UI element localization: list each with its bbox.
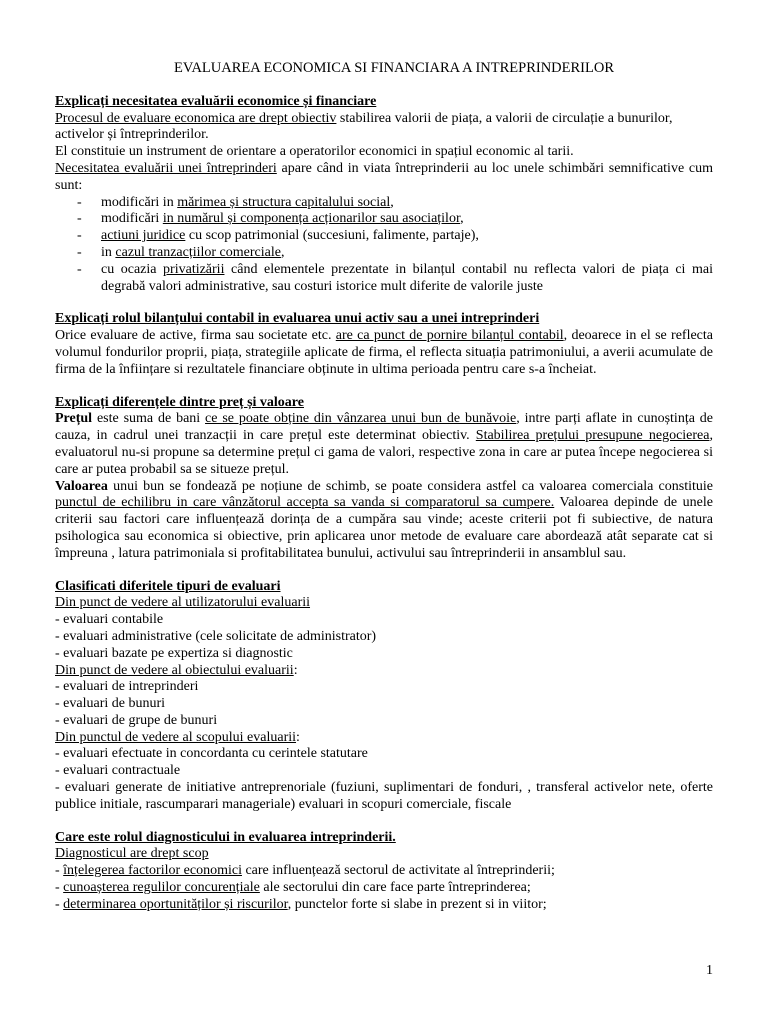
text: , deoarece in el se reflecta volumul fondurilor proprii, piața, strategiile aplicate de firma, el reflecta situația patrimoniului, a averii acumulate de firma de la înființare si rezultatele financiare obținute in ultima perioada pentru care s-a încheiat. bbox=[55, 328, 713, 377]
list-item: - evaluari efectuate in concordanta cu cerintele statutare bbox=[55, 746, 368, 762]
list-item: - evaluari de bunuri bbox=[55, 696, 166, 712]
text: cu ocazia bbox=[101, 261, 164, 277]
text: unui bun se fondează pe noțiune de schimb, se poate considera astfel ca valoarea comerciala constituie bbox=[107, 478, 713, 494]
text: , bbox=[280, 244, 285, 260]
text: , bbox=[460, 211, 464, 227]
list-item bbox=[55, 262, 713, 296]
text: , evaluatorul nu-si propune sa determine prețul ci gama de valori, respective zona in care ar putea începe negocierea si care ar putea probabil sa se situeze prețul. bbox=[55, 428, 713, 477]
text: ale sectorului din care face parte întreprinderea; bbox=[259, 880, 531, 896]
underlined-text: înțelegerea factorilor economici bbox=[63, 863, 242, 879]
section-heading: Explicați rolul bilanțului contabil in evaluarea unui activ sau a unei intreprinderi bbox=[55, 311, 540, 327]
section-heading: Care este rolul diagnosticului in evaluarea intreprinderii. bbox=[55, 829, 396, 845]
bold-term: Valoarea bbox=[55, 478, 108, 494]
text: stabilirea valorii de piața, a valorii de circulație a bunurilor, activelor și întreprinderilor. bbox=[55, 110, 673, 143]
paragraph bbox=[55, 411, 713, 478]
underlined-text: punctul de echilibru in care vânzătorul accepta sa vanda si comparatorul sa cumpere. bbox=[55, 495, 555, 511]
underlined-text: ce se poate obține din vânzarea unui bun de bunăvoie bbox=[205, 411, 517, 427]
paragraph: Diagnosticul are drept scop bbox=[55, 846, 209, 862]
underlined-text: determinarea oportunităților și riscurilor bbox=[63, 896, 288, 912]
list-item bbox=[55, 195, 713, 212]
underlined-text: privatizării bbox=[163, 261, 225, 277]
list-item bbox=[55, 245, 713, 262]
bullet-list bbox=[55, 195, 713, 296]
list-item bbox=[55, 880, 713, 897]
text: modificări in bbox=[101, 194, 178, 210]
document-body bbox=[55, 60, 713, 914]
text: , intre parți aflate in cunoștința de cauza, in cadrul unei tranzacții in care prețul este determinat obiectiv. bbox=[55, 411, 714, 444]
bold-term: Prețul bbox=[55, 411, 93, 427]
section-heading: Explicați necesitatea evaluării economice și financiare bbox=[55, 93, 377, 109]
paragraph bbox=[55, 479, 713, 563]
underlined-text: Necesitatea evaluării unei întreprinderi bbox=[55, 160, 277, 176]
page-number: 1 bbox=[706, 963, 713, 978]
paragraph bbox=[55, 111, 713, 145]
paragraph: El constituie un instrument de orientare a operatorilor economici in spațiul economic al tarii. bbox=[55, 144, 574, 160]
text: - bbox=[55, 863, 64, 879]
text: : bbox=[293, 662, 298, 678]
text: care influențează sectorul de activitate al întreprinderii; bbox=[241, 863, 555, 879]
section-heading: Clasificati diferitele tipuri de evaluari bbox=[55, 578, 281, 594]
underlined-text: Din punctul de vedere al scopului evaluarii bbox=[55, 729, 297, 745]
group-heading bbox=[55, 730, 713, 747]
section-balance-sheet bbox=[55, 311, 713, 378]
text: , punctelor forte si slabe in prezent si in viitor; bbox=[287, 896, 547, 912]
list-item bbox=[55, 863, 713, 880]
text: - bbox=[55, 896, 64, 912]
list-item: - evaluari contabile bbox=[55, 612, 164, 628]
text: Orice evaluare de active, firma sau societate etc. bbox=[55, 328, 336, 344]
text: este suma de bani bbox=[92, 411, 206, 427]
underlined-text: are ca punct de pornire bilanțul contabil bbox=[335, 328, 564, 344]
group-heading bbox=[55, 663, 713, 680]
text: , bbox=[390, 194, 394, 210]
underlined-text: cazul tranzacțiilor comerciale bbox=[115, 244, 281, 260]
list-item bbox=[55, 211, 713, 228]
text: modificări bbox=[101, 211, 163, 227]
text: : bbox=[296, 729, 300, 745]
text: apare când in viata întreprinderii au loc unele schimbări semnificative cum sunt: bbox=[55, 160, 713, 193]
list-item: - evaluari de grupe de bunuri bbox=[55, 712, 218, 728]
list-item bbox=[55, 897, 713, 914]
text: când elementele prezentate in bilanțul contabil nu reflecta valori de piața ci mai degrabă valori administrative, sau costuri istorice mult diferite de valorile juste bbox=[101, 261, 713, 294]
document-title: EVALUAREA ECONOMICA SI FINANCIARA A INTREPRINDERILOR bbox=[174, 60, 614, 76]
text: cu scop patrimonial (succesiuni, falimente, partaje), bbox=[185, 228, 479, 244]
list-item bbox=[55, 228, 713, 245]
list-item: - evaluari bazate pe expertiza si diagnostic bbox=[55, 645, 293, 661]
text: Valoarea depinde de unele criterii sau factori care influențează dorința de a cumpăra sau vinde; aceste criterii pot fi subiective, de natura psihologica sau economica si obiective, prin aplicarea unor metode de evaluare care abordează atât separate cat si împreuna , latura patrimoniala si profitabilitatea bunului, activului sau întreprinderii in ansamblul sau. bbox=[55, 495, 713, 561]
underlined-text: Din punct de vedere al obiectului evaluarii bbox=[55, 662, 294, 678]
section-necessity bbox=[55, 94, 713, 296]
underlined-text: actiuni juridice bbox=[101, 228, 186, 244]
list-item: - evaluari de intreprinderi bbox=[55, 679, 199, 695]
section-diagnostic bbox=[55, 830, 713, 914]
section-price-value bbox=[55, 395, 713, 563]
underlined-text: in numărul și componența acționarilor sau asociaților bbox=[162, 211, 461, 227]
underlined-text: cunoașterea regulilor concurențiale bbox=[63, 880, 260, 896]
section-heading: Explicați diferențele dintre preț și valoare bbox=[55, 394, 304, 410]
underlined-text: mărimea și structura capitalului social bbox=[177, 194, 391, 210]
underlined-text: Procesul de evaluare economica are drept obiectiv bbox=[55, 110, 337, 126]
section-evaluation-types bbox=[55, 579, 713, 814]
list-item: - evaluari administrative (cele solicitate de administrator) bbox=[55, 628, 377, 644]
paragraph bbox=[55, 328, 713, 378]
list-item: - evaluari generate de initiative antreprenoriale (fuziuni, suplimentari de fonduri, , transferal activelor nete, oferte publice initiale, rascumparari manageriale) evaluari in scopuri comerciale, fiscale bbox=[55, 780, 713, 812]
text: in bbox=[101, 244, 116, 260]
underlined-text: Stabilirea prețului presupune negocierea bbox=[475, 428, 710, 444]
list-item: - evaluari contractuale bbox=[55, 763, 181, 779]
paragraph bbox=[55, 161, 713, 195]
group-heading: Din punct de vedere al utilizatorului evaluarii bbox=[55, 595, 311, 611]
text: - bbox=[55, 880, 64, 896]
